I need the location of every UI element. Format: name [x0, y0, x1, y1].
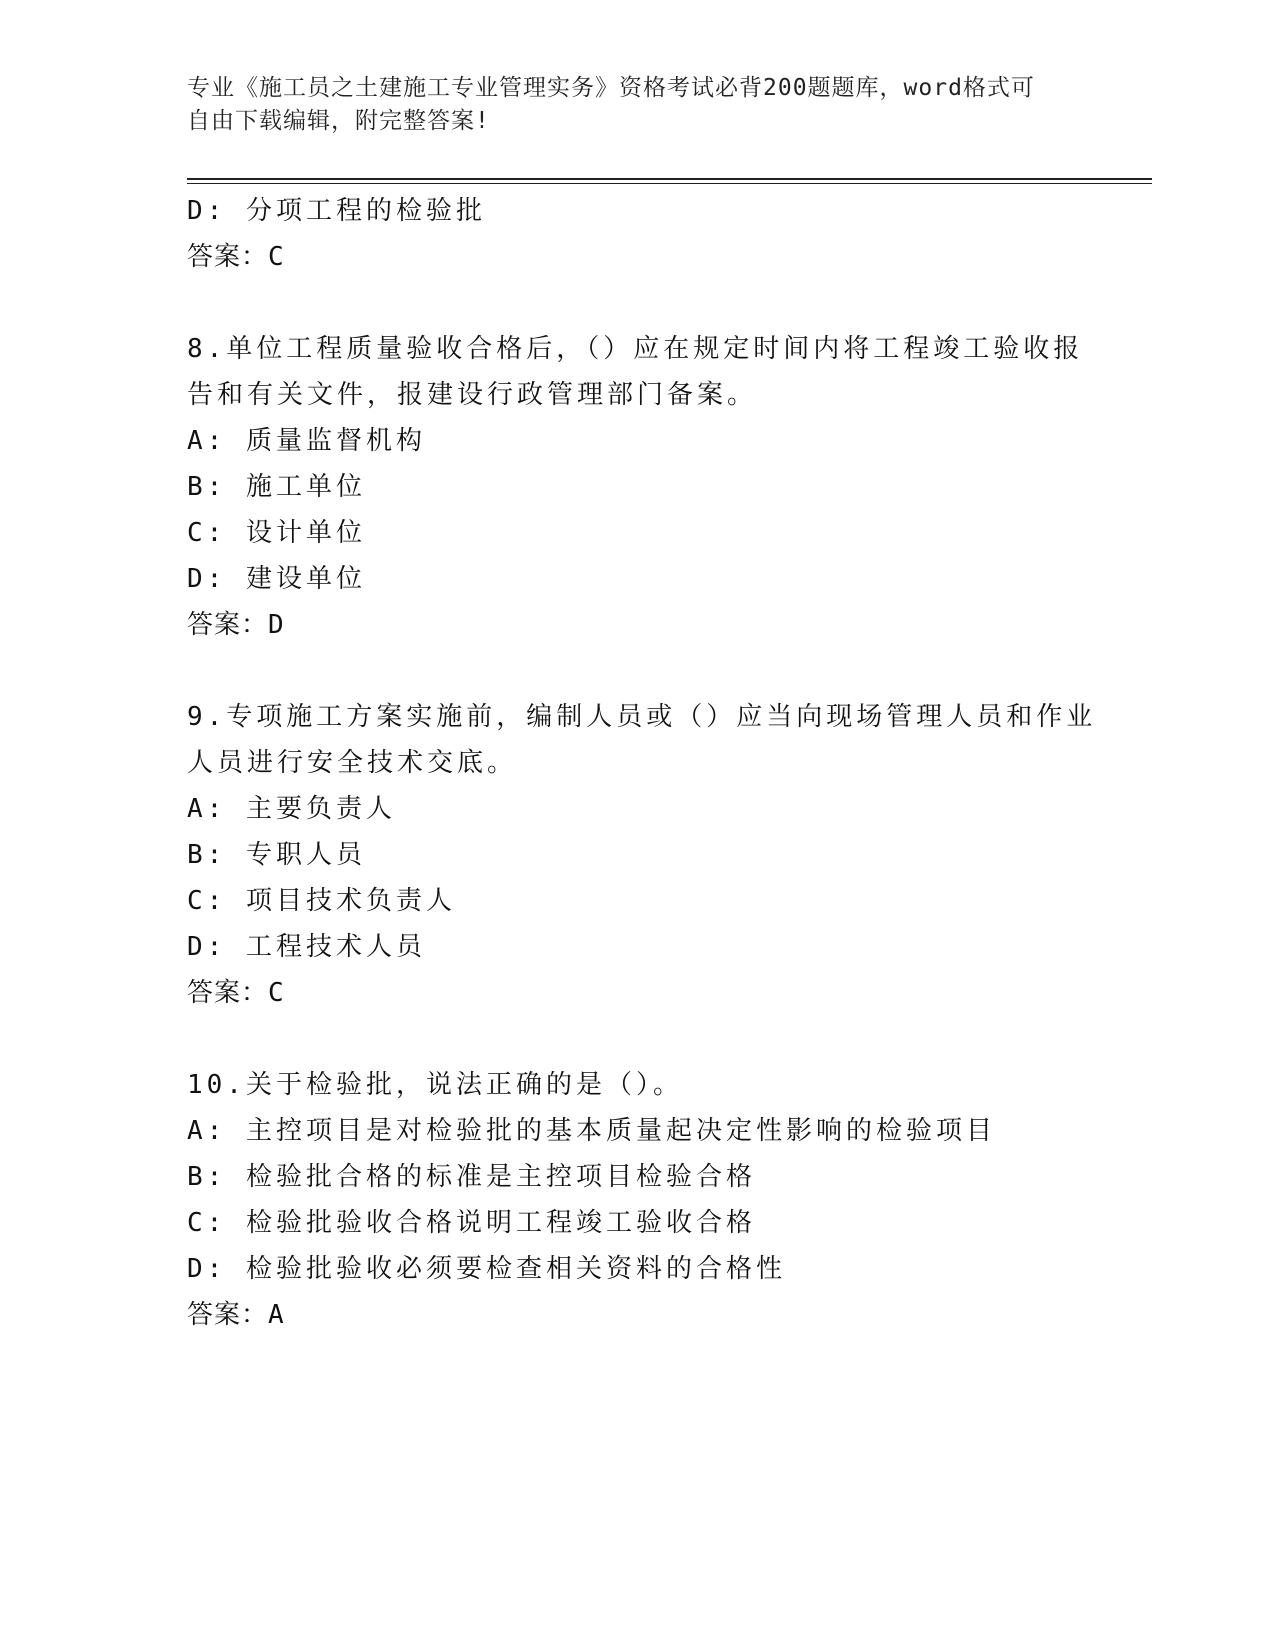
option-c: C: 设计单位 [187, 518, 366, 548]
answer-line: 答案：C [187, 978, 285, 1008]
question-text-line-1: 10.关于检验批，说法正确的是（）。 [187, 1070, 683, 1100]
header-divider-thick [187, 178, 1152, 180]
option-b: B: 施工单位 [187, 472, 366, 502]
option-a: A: 主要负责人 [187, 794, 396, 824]
spacer [187, 1016, 1087, 1062]
question-10 [187, 1062, 1087, 1338]
header-divider-thin [187, 183, 1152, 184]
question-text-line-1: 8.单位工程质量验收合格后，（）应在规定时间内将工程竣工验收报 [187, 334, 1084, 364]
question-text-line-2: 人员进行安全技术交底。 [187, 748, 518, 778]
option-d: D: 检验批验收必须要检查相关资料的合格性 [187, 1254, 786, 1284]
option-c: C: 项目技术负责人 [187, 886, 456, 916]
option-b: B: 检验批合格的标准是主控项目检验合格 [187, 1162, 756, 1192]
option-a: A: 主控项目是对检验批的基本质量起决定性影响的检验项目 [187, 1116, 996, 1146]
option-c: C: 检验批验收合格说明工程竣工验收合格 [187, 1208, 756, 1238]
option-d: D: 工程技术人员 [187, 932, 426, 962]
option-d: D: 分项工程的检验批 [187, 196, 486, 226]
question-9 [187, 694, 1097, 1016]
option-d: D: 建设单位 [187, 564, 366, 594]
answer-line: 答案：C [187, 242, 285, 272]
question-list [187, 188, 1097, 1338]
spacer [187, 280, 1087, 326]
spacer [187, 648, 1087, 694]
question-text-line-2: 告和有关文件，报建设行政管理部门备案。 [187, 380, 758, 410]
question-text-line-1: 9.专项施工方案实施前，编制人员或（）应当向现场管理人员和作业 [187, 702, 1097, 732]
header-line-1: 专业《施工员之土建施工专业管理实务》资格考试必背200题题库，word格式可 [187, 75, 1035, 101]
question-8 [187, 326, 1087, 648]
answer-line: 答案：A [187, 1300, 285, 1330]
option-a: A: 质量监督机构 [187, 426, 426, 456]
document-header [187, 72, 1067, 138]
header-line-2: 自由下载编辑，附完整答案! [187, 108, 490, 134]
answer-line: 答案：D [187, 610, 285, 640]
option-b: B: 专职人员 [187, 840, 366, 870]
question-7-tail [187, 188, 1087, 280]
